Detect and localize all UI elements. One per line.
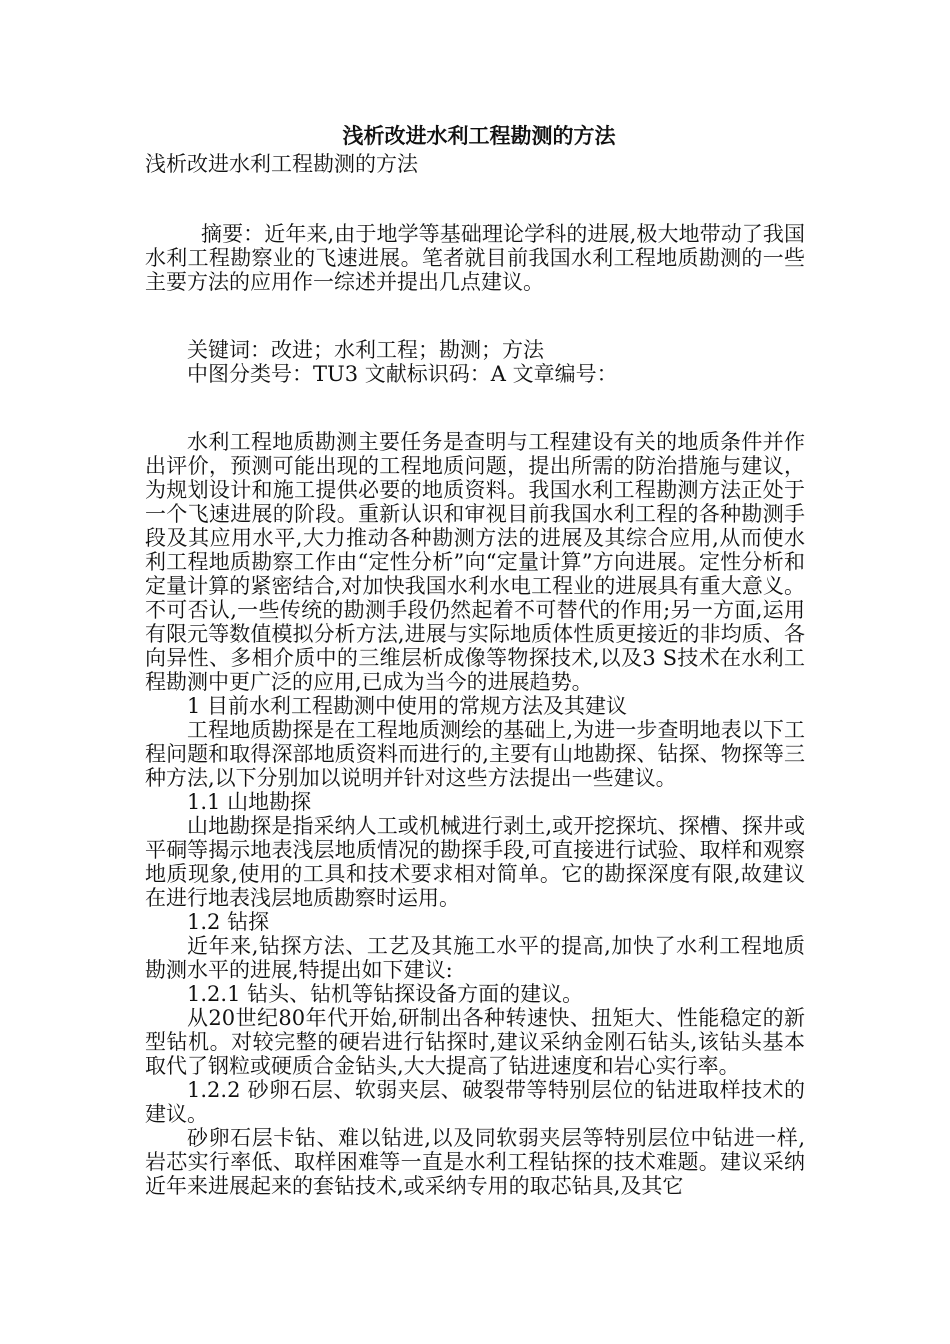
keywords-line: 关键词：改进；水利工程；勘测；方法	[187, 338, 544, 362]
document-page	[145, 122, 805, 1198]
subsubsection-heading: 1.2.1 钻头、钻机等钻探设备方面的建议。	[187, 982, 584, 1006]
spacer	[145, 294, 805, 338]
spacer	[145, 386, 805, 430]
section-heading: 1 目前水利工程勘测中使用的常规方法及其建议	[187, 694, 628, 718]
body-paragraph: 近年来,钻探方法、工艺及其施工水平的提高,加快了水利工程地质勘测水平的进展,特提出如下建议:	[145, 934, 805, 982]
body-paragraph: 工程地质勘探是在工程地质测绘的基础上,为进一步查明地表以下工程问题和取得深部地质资料而进行的,主要有山地勘探、钻探、物探等三种方法,以下分别加以说明并针对这些方法提出一些建议。	[145, 718, 805, 790]
body-paragraph: 砂卵石层卡钻、难以钻进,以及同软弱夹层等特别层位中钻进一样,岩芯实行率低、取样困难等一直是水利工程钻探的技术难题。建议采纳近年来进展起来的套钻技术,或采纳专用的取芯钻具,及其它	[145, 1126, 805, 1198]
subsection-heading: 1.1 山地勘探	[187, 790, 312, 814]
body-paragraph: 水利工程地质勘测主要任务是查明与工程建设有关的地质条件并作出评价，预测可能出现的工程地质问题，提出所需的防治措施与建议，为规划设计和施工提供必要的地质资料。我国水利工程勘测方法正处于一个飞速进展的阶段。重新认识和审视目前我国水利工程的各种勘测手段及其应用水平,大力推动各种勘测方法的进展及其综合应用,从而使水利工程地质勘察工作由“定性分析”向“定量计算”方向进展。定性分析和定量计算的紧密结合,对加快我国水利水电工程业的进展具有重大意义。不可否认,一些传统的勘测手段仍然起着不可替代的作用;另一方面,运用有限元等数值模拟分析方法,进展与实际地质体性质更接近的非均质、各向异性、多相介质中的三维层析成像等物探技术,以及3 S技术在水利工程勘测中更广泛的应用,已成为当今的进展趋势。	[145, 430, 805, 694]
subsection-heading: 1.2 钻探	[187, 910, 270, 934]
abstract-paragraph: 摘要：近年来,由于地学等基础理论学科的进展,极大地带动了我国水利工程勘察业的飞速进展。笔者就目前我国水利工程地质勘测的一些主要方法的应用作一综述并提出几点建议。	[145, 222, 805, 294]
document-title: 浅析改进水利工程勘测的方法	[342, 123, 616, 148]
subsubsection-heading: 1.2.2 砂卵石层、软弱夹层、破裂带等特别层位的钻进取样技术的建议。	[145, 1078, 805, 1126]
body-paragraph: 从20世纪80年代开始,研制出各种转速快、扭矩大、性能稳定的新型钻机。对较完整的硬岩进行钻探时,建议采纳金刚石钻头,该钻头基本取代了钢粒或硬质合金钻头,大大提高了钻进速度和岩心实行率。	[145, 1006, 805, 1078]
body-paragraph: 山地勘探是指采纳人工或机械进行剥土,或开挖探坑、探槽、探井或平硐等揭示地表浅层地质情况的勘探手段,可直接进行试验、取样和观察地质现象,使用的工具和技术要求相对简单。它的勘探深度有限,故建议在进行地表浅层地质勘察时运用。	[145, 814, 805, 910]
spacer	[145, 178, 805, 222]
classification-line: 中图分类号：TU3 文献标识码：A 文章编号：	[187, 362, 618, 386]
document-subtitle: 浅析改进水利工程勘测的方法	[145, 152, 418, 176]
